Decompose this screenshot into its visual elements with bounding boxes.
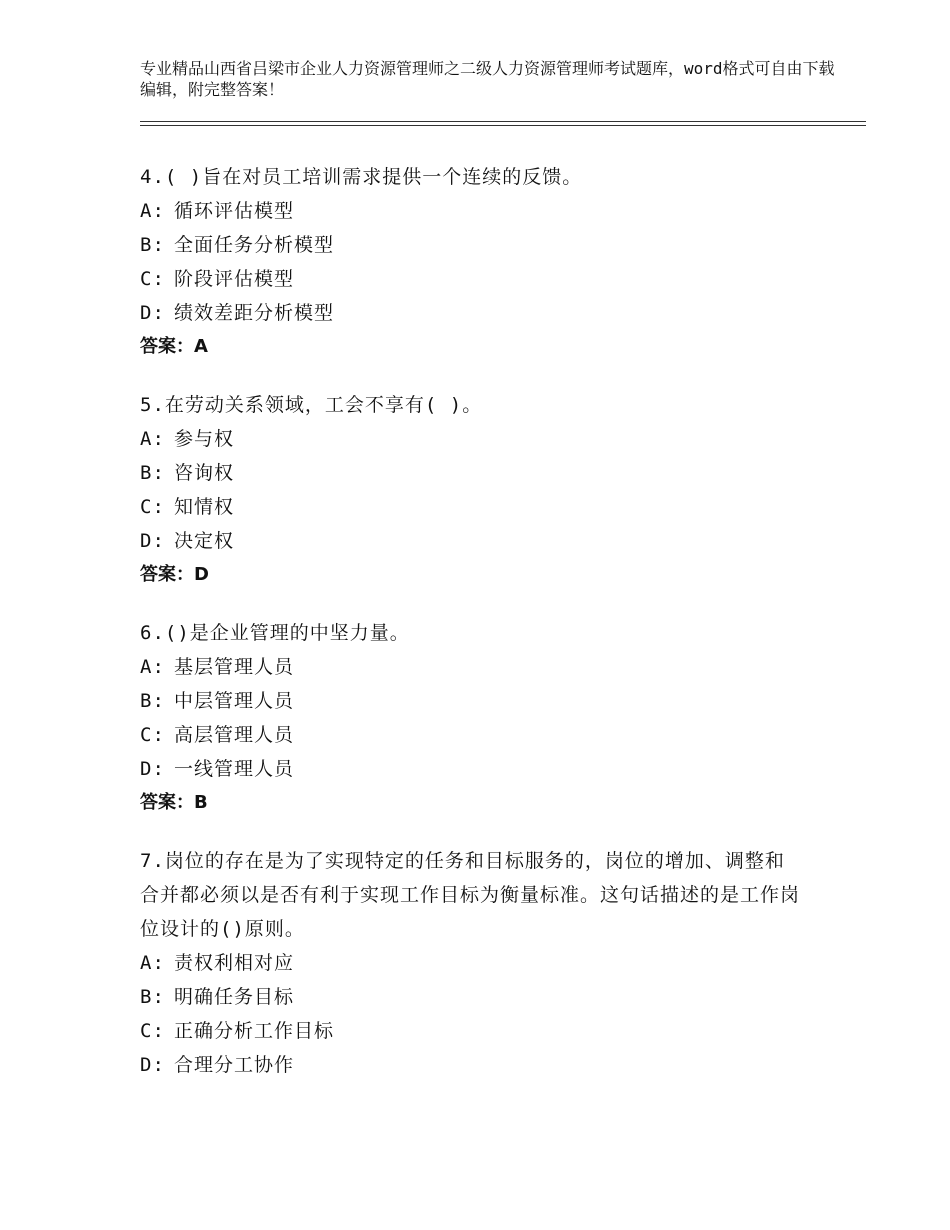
option-key: D: (140, 302, 165, 324)
question-stem: 7.岗位的存在是为了实现特定的任务和目标服务的，岗位的增加、调整和合并都必须以是否有利于实现工作目标为衡量标准。这句话描述的是工作岗位设计的()原则。 (140, 850, 801, 940)
option-c (140, 718, 800, 752)
answer-line: 答案：D (140, 564, 209, 585)
option-b (140, 228, 800, 262)
option-c (140, 490, 800, 524)
option-key: C: (140, 268, 165, 290)
option-text: 循环评估模型 (174, 200, 295, 222)
option-text: 正确分析工作目标 (174, 1020, 335, 1042)
option-key: C: (140, 496, 165, 518)
question-7 (140, 844, 800, 1082)
option-text: 明确任务目标 (174, 986, 295, 1008)
option-text: 知情权 (174, 496, 235, 518)
option-text: 责权利相对应 (174, 952, 295, 974)
option-text: 绩效差距分析模型 (174, 302, 335, 324)
option-text: 高层管理人员 (174, 724, 295, 746)
question-6 (140, 616, 800, 820)
option-key: D: (140, 758, 165, 780)
option-c (140, 1014, 800, 1048)
option-key: B: (140, 690, 165, 712)
option-key: B: (140, 234, 165, 256)
option-key: B: (140, 986, 165, 1008)
option-b (140, 684, 800, 718)
question-stem: 5.在劳动关系领域，工会不享有( )。 (140, 394, 483, 416)
option-text: 咨询权 (174, 462, 235, 484)
option-a (140, 194, 800, 228)
option-key: A: (140, 952, 165, 974)
option-d (140, 524, 800, 558)
option-b (140, 456, 800, 490)
header-divider-bottom (140, 125, 866, 126)
option-text: 合理分工协作 (174, 1054, 295, 1076)
question-4 (140, 160, 800, 364)
option-key: A: (140, 200, 165, 222)
question-stem: 4.( )旨在对员工培训需求提供一个连续的反馈。 (140, 166, 583, 188)
option-text: 中层管理人员 (174, 690, 295, 712)
header-divider-top (140, 121, 866, 122)
question-stem: 6.()是企业管理的中坚力量。 (140, 622, 410, 644)
option-key: A: (140, 428, 165, 450)
option-a (140, 422, 800, 456)
option-d (140, 296, 800, 330)
question-5 (140, 388, 800, 592)
option-text: 一线管理人员 (174, 758, 295, 780)
option-b (140, 980, 800, 1014)
option-text: 阶段评估模型 (174, 268, 295, 290)
answer-line: 答案：A (140, 336, 208, 357)
option-text: 基层管理人员 (174, 656, 295, 678)
option-key: C: (140, 724, 165, 746)
option-c (140, 262, 800, 296)
question-list (140, 160, 800, 1106)
option-key: D: (140, 530, 165, 552)
option-d (140, 752, 800, 786)
option-d (140, 1048, 800, 1082)
option-key: D: (140, 1054, 165, 1076)
option-key: B: (140, 462, 165, 484)
option-text: 决定权 (174, 530, 235, 552)
option-key: C: (140, 1020, 165, 1042)
answer-line: 答案：B (140, 792, 208, 813)
option-text: 参与权 (174, 428, 235, 450)
document-header: 专业精品山西省吕梁市企业人力资源管理师之二级人力资源管理师考试题库，word格式可自由下载编辑，附完整答案！ (140, 59, 835, 99)
option-a (140, 946, 800, 980)
option-text: 全面任务分析模型 (174, 234, 335, 256)
option-a (140, 650, 800, 684)
option-key: A: (140, 656, 165, 678)
